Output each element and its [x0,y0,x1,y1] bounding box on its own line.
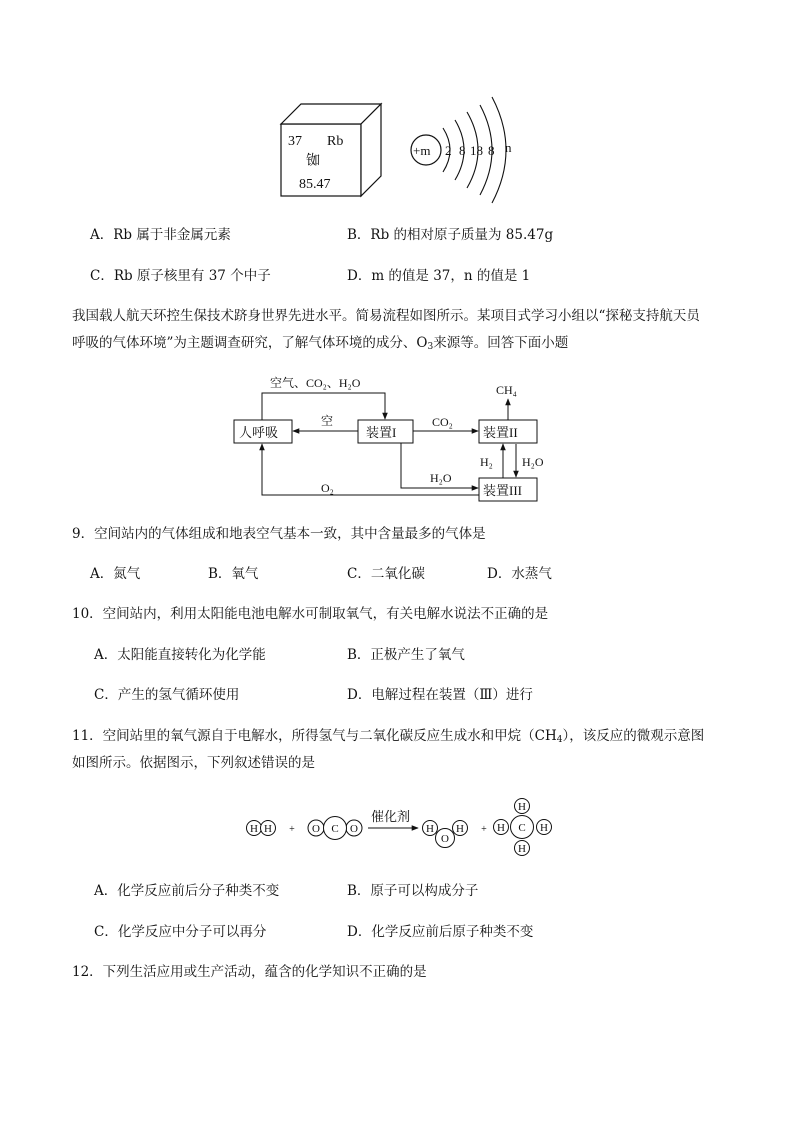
flow-diagram [225,370,565,505]
element-figure [275,94,535,204]
q9-option-d: D．水蒸气 [487,566,552,582]
label-co2: CO₂ [432,415,453,429]
q11-option-d: D．化学反应前后原子种类不变 [347,924,534,940]
label-h2o-bottom: H₂O [430,471,452,485]
q11-option-b: B．原子可以构成分子 [347,883,479,899]
atom-c: C [331,823,339,835]
label-ch4: CH₄ [496,383,517,397]
q10-option-c: C．产生的氢气循环使用 [94,687,240,703]
q9-option-a: A．氮气 [90,566,141,582]
q9-stem: 9．空间站内的气体组成和地表空气基本一致，其中含量最多的气体是 [72,526,486,542]
atom-o: O [350,823,358,835]
plus-sign: + [289,824,295,835]
q10-option-d: D．电解过程在装置（Ⅲ）进行 [347,687,533,703]
element-cube [281,104,381,196]
intro-line-2: 呼吸的气体环境”为主题调查研究，了解气体环境的成分、$O_3$来源等。回答下面小题 [72,335,569,352]
q9-option-b: B．氧气 [208,566,259,582]
intro-line-1: 我国载人航天环控生保技术跻身世界先进水平。简易流程如图所示。某项目式学习小组以“探秘支持航天员 [72,308,700,324]
q11-stem-line-1: 11．空间站里的氧气源自于电解水，所得氢气与二氧化碳反应生成水和甲烷$(CH_4)$，该反应的微观示意图 [72,728,705,745]
q10-option-a: A．太阳能直接转化为化学能 [94,647,266,663]
atom-h: H [497,822,505,834]
q8-option-a: A．Rb 属于非金属元素 [90,227,231,243]
nucleus-charge: +m [413,143,431,158]
catalyst-label: 催化剂 [371,809,411,824]
q12-stem: 12．下列生活应用或生产活动，蕴含的化学知识不正确的是 [72,964,427,980]
q9-option-c: C．二氧化碳 [347,566,425,582]
atomic-number: 37 [288,134,302,149]
q8-option-d: D．m 的值是 37，n 的值是 1 [347,268,531,284]
atom-o: O [441,833,449,845]
shell-5: n [505,140,512,155]
reaction-diagram [240,790,560,860]
label-o2: O₂ [321,481,334,495]
atom-h: H [426,823,434,835]
label-h2: H₂ [480,455,493,469]
q8-option-b: B．Rb 的相对原子质量为 85.47g [347,227,554,243]
shell-3: 18 [470,143,483,158]
q10-option-b: B．正极产生了氧气 [347,647,465,663]
atom-h: H [540,822,548,834]
shell-4: 8 [488,143,495,158]
box-device-3-label: 装置III [483,483,522,498]
atomic-mass: 85.47 [299,177,331,192]
label-h2o-right: H₂O [522,455,544,469]
box-device-1-label: 装置I [366,425,397,440]
box-human-label: 人呼吸 [239,425,279,440]
atom-o: O [312,823,320,835]
q10-stem: 10．空间站内，利用太阳能电池电解水可制取氧气，有关电解水说法不正确的是 [72,606,549,622]
shell-1: 2 [445,143,452,158]
atom-h: H [518,801,526,813]
element-symbol: Rb [327,134,344,149]
atom-h: H [250,823,258,835]
atom-h: H [518,843,526,855]
q11-stem-line-2: 如图所示。依据图示，下列叙述错误的是 [72,755,315,771]
q11-option-a: A．化学反应前后分子种类不变 [94,883,280,899]
element-name: 铷 [306,154,320,169]
atom-c: C [518,822,526,834]
box-device-2-label: 装置II [483,425,518,440]
label-air: 空 [321,414,334,428]
q11-option-c: C．化学反应中分子可以再分 [94,924,267,940]
label-top-gases: 空气、CO₂、H₂O [270,376,361,390]
plus-sign: + [481,824,487,835]
atom-h: H [264,823,272,835]
shell-2: 8 [459,143,466,158]
atom-structure [411,97,512,203]
q8-option-c: C．Rb 原子核里有 37 个中子 [90,268,271,284]
atom-h: H [456,823,464,835]
